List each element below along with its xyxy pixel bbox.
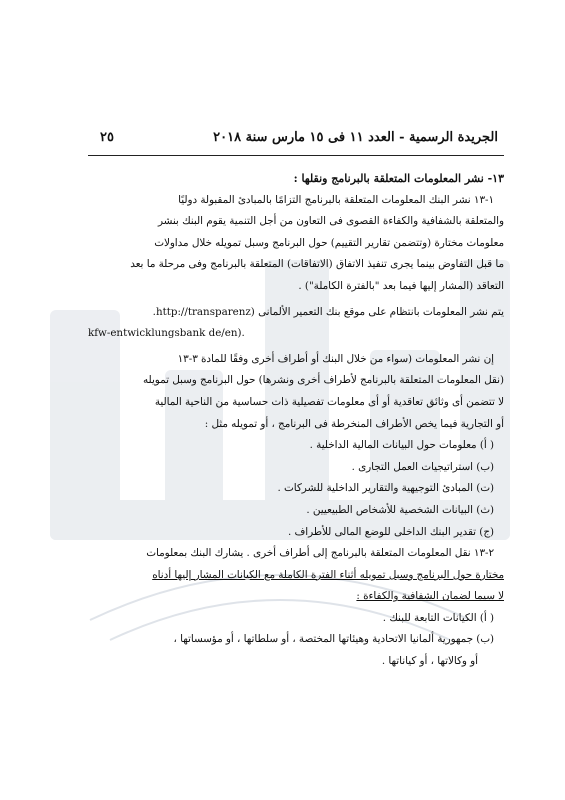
paragraph-13-1-line: معلومات مختارة (وتتضمن تقارير التقييم) حول البرنامج وسبل تمويله خلال مداولات xyxy=(154,236,504,249)
paragraph-13-3-line: (نقل المعلومات المتعلقة بالبرنامج لأطراف أخرى ونشرها) حول البرنامج وسبل تمويله xyxy=(143,374,504,387)
paragraph-13-2-line: ٢-١٣ نقل المعلومات المتعلقة بالبرنامج إلى أطراف أخرى . يشارك البنك بمعلومات xyxy=(146,547,494,560)
journal-title: الجريدة الرسمية - العدد ١١ فى ١٥ مارس سنة ٢٠١٨ xyxy=(213,130,498,145)
list-item: (ب) جمهورية ألمانيا الاتحادية وهيئاتها المختصة ، أو سلطاتها ، أو مؤسساتها ، xyxy=(173,633,494,646)
page-header xyxy=(100,130,498,145)
paragraph-13-3-line: أو التجارية فيما يخص الأطراف المنخرطة فى البرنامج ، أو تمويله مثل : xyxy=(204,417,504,430)
section-heading: ١٣- نشر المعلومات المتعلقة بالبرنامج ونقلها : xyxy=(293,172,504,185)
list-item: (ت) المبادئ التوجيهية والتقارير الداخلية للشركات . xyxy=(277,482,494,495)
paragraph-13-3-line: إن نشر المعلومات (سواء من خلال البنك أو أطراف أخرى وفقًا للمادة ٣-١٣ xyxy=(177,352,494,365)
paragraph-13-2-line: لا سيما لضمان الشفافية والكفاءة : xyxy=(356,590,504,603)
list-item: ( أ) الكيانات التابعة للبنك . xyxy=(382,611,494,624)
kfw-url xyxy=(88,323,504,345)
paragraph-13-1-line: والمتعلقة بالشفافية والكفاءة القصوى فى التعاون من أجل التنمية يقوم البنك بنشر xyxy=(157,215,504,228)
header-divider xyxy=(88,155,504,156)
list-item: (ث) البيانات الشخصية للأشخاص الطبيعيين . xyxy=(306,503,494,516)
list-item: أو وكالاتها ، أو كياناتها . xyxy=(381,655,478,668)
paragraph-13-1-line: التعاقد (المشار إليها فيما بعد "بالفترة الكاملة") . xyxy=(298,279,504,292)
document-body xyxy=(88,168,504,673)
kfw-url-text: kfw-entwicklungsbank de/en). xyxy=(88,327,245,340)
paragraph-13-3-line: لا تتضمن أى وثائق تعاقدية أو أى معلومات تفصيلية ذات حساسية من الناحية المالية xyxy=(154,395,504,408)
paragraph-13-2-line: مختارة حول البرنامج وسبل تمويله أثناء الفترة الكاملة مع الكيانات المشار إليها أدناه xyxy=(152,568,504,581)
page-number: ٢٥ xyxy=(100,130,114,145)
list-item: ( أ) معلومات حول البيانات المالية الداخلية . xyxy=(309,439,494,452)
list-item: (ج) تقدير البنك الداخلى للوضع المالى للأطراف . xyxy=(288,525,494,538)
list-item: (ب) استراتيجيات العمل التجارى . xyxy=(351,460,494,473)
paragraph-13-1-line: ١-١٣ نشر البنك المعلومات المتعلقة بالبرنامج التزامًا بالمبادئ المقبولة دوليًا xyxy=(178,193,494,206)
publish-note: يتم نشر المعلومات بانتظام على موقع بنك التعمير الألمانى (http://transparenz. xyxy=(152,305,504,318)
paragraph-13-1-line: ما قبل التفاوض بينما يجرى تنفيذ الاتفاق (الاتفاقات) المتعلقة بالبرنامج وفى مرحلة ما بعد xyxy=(130,258,504,271)
